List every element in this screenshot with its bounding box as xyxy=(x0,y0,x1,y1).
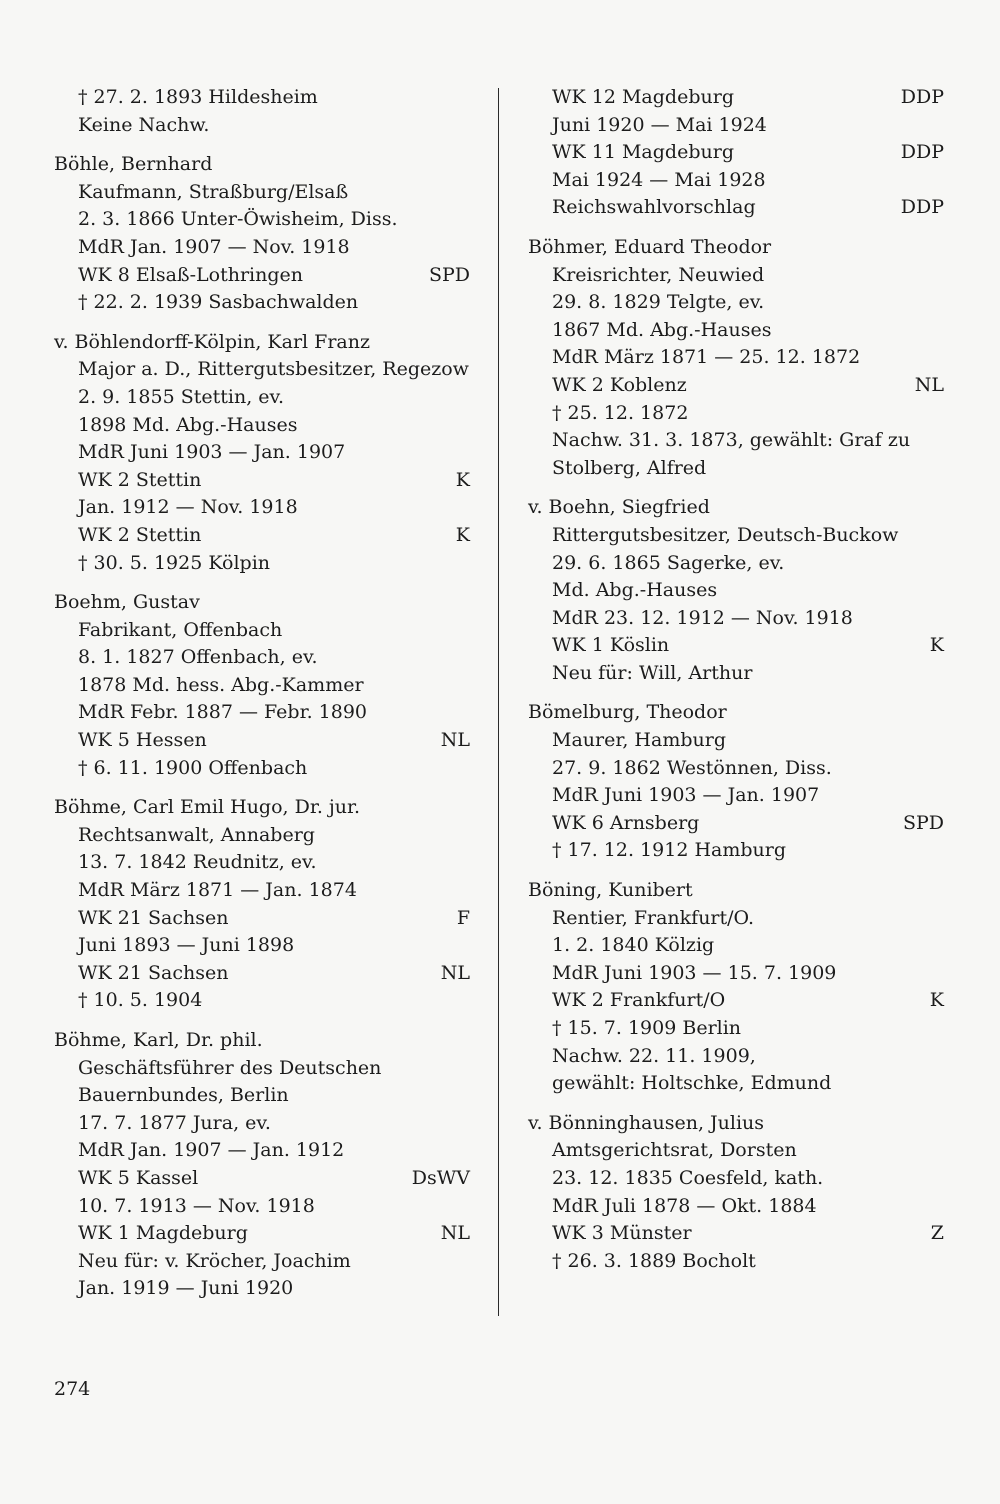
entry-line xyxy=(528,522,944,550)
line-text: Juni 1893 — Juni 1898 xyxy=(78,934,295,957)
line-text: WK 11 Magdeburg xyxy=(552,141,734,164)
entry-line xyxy=(54,467,470,495)
line-text: Kreisrichter, Neuwied xyxy=(552,263,765,286)
entry-line xyxy=(528,727,944,755)
entry-line xyxy=(528,262,944,290)
line-text: Jan. 1912 — Nov. 1918 xyxy=(78,496,298,519)
entry-line xyxy=(528,605,944,633)
entry-line xyxy=(528,755,944,783)
party-label: NL xyxy=(914,373,944,396)
biography-entry xyxy=(528,699,944,865)
entry-line xyxy=(54,699,470,727)
entry-line xyxy=(54,384,470,412)
entry-line xyxy=(54,849,470,877)
party-label: DDP xyxy=(900,196,944,219)
line-text: Böhmer, Eduard Theodor xyxy=(528,235,772,258)
entry-line xyxy=(54,234,470,262)
entry-line xyxy=(54,262,470,290)
line-text: Böhme, Carl Emil Hugo, Dr. jur. xyxy=(54,796,361,819)
line-text: Rittergutsbesitzer, Deutsch-Buckow xyxy=(552,523,899,546)
line-text: Boehm, Gustav xyxy=(54,591,200,614)
entry-name xyxy=(54,794,470,822)
entry-line xyxy=(528,400,944,428)
entry-line xyxy=(528,112,944,140)
entry-line xyxy=(528,139,944,167)
entry-line xyxy=(528,932,944,960)
party-label: NL xyxy=(440,1222,470,1245)
line-text: MdR 23. 12. 1912 — Nov. 1918 xyxy=(552,606,853,629)
line-text: Maurer, Hamburg xyxy=(552,729,726,752)
line-text: † 17. 12. 1912 Hamburg xyxy=(552,839,787,862)
biography-entry xyxy=(54,1027,470,1303)
entry-line xyxy=(54,672,470,700)
party-label: DDP xyxy=(900,86,944,108)
line-text: Böning, Kunibert xyxy=(528,879,693,902)
party-label: K xyxy=(455,523,470,546)
entry-line xyxy=(528,987,944,1015)
entry-line xyxy=(54,987,470,1015)
entry-name xyxy=(528,234,944,262)
line-text: † 25. 12. 1872 xyxy=(552,401,689,424)
entry-line xyxy=(528,1248,944,1276)
entry-line xyxy=(54,727,470,755)
entry-name xyxy=(528,699,944,727)
line-text: Rentier, Frankfurt/O. xyxy=(552,906,755,929)
line-text: WK 21 Sachsen xyxy=(78,961,229,984)
biography-entry xyxy=(528,877,944,1098)
entry-name xyxy=(528,877,944,905)
entry-line xyxy=(54,905,470,933)
line-text: Fabrikant, Offenbach xyxy=(78,618,283,641)
line-text: WK 1 Magdeburg xyxy=(78,1222,248,1245)
entry-line xyxy=(54,960,470,988)
entry-line xyxy=(528,550,944,578)
line-text: MdR Febr. 1887 — Febr. 1890 xyxy=(78,701,367,724)
line-text: WK 5 Kassel xyxy=(78,1166,199,1189)
party-label: F xyxy=(456,906,470,929)
line-text: Amtsgerichtsrat, Dorsten xyxy=(552,1139,797,1162)
entry-name xyxy=(528,1110,944,1138)
line-text: MdR Jan. 1907 — Nov. 1918 xyxy=(78,235,350,258)
line-text: 29. 6. 1865 Sagerke, ev. xyxy=(552,551,785,574)
line-text: MdR März 1871 — 25. 12. 1872 xyxy=(552,346,861,369)
line-text: Neu für: v. Kröcher, Joachim xyxy=(78,1249,351,1272)
party-label: NL xyxy=(440,961,470,984)
line-text: Reichswahlvorschlag xyxy=(552,196,756,219)
entry-line xyxy=(528,1165,944,1193)
entry-line xyxy=(528,372,944,400)
entry-line xyxy=(528,1193,944,1221)
party-label: NL xyxy=(440,729,470,752)
line-text: v. Boehn, Siegfried xyxy=(528,496,710,519)
entry-line xyxy=(528,660,944,688)
biography-entry xyxy=(528,494,944,687)
entry-line xyxy=(54,1275,470,1303)
line-text: † 15. 7. 1909 Berlin xyxy=(552,1017,742,1039)
entry-line xyxy=(54,439,470,467)
line-text: Keine Nachw. xyxy=(78,113,210,136)
party-label: DsWV xyxy=(411,1166,470,1189)
entry-line xyxy=(54,494,470,522)
line-text: WK 8 Elsaß-Lothringen xyxy=(78,263,303,286)
entry-line xyxy=(528,632,944,660)
party-label: K xyxy=(929,989,944,1012)
entry-line xyxy=(528,344,944,372)
entry-line xyxy=(54,84,470,112)
line-text: WK 2 Stettin xyxy=(78,523,202,546)
line-text: 23. 12. 1835 Coesfeld, kath. xyxy=(552,1166,824,1189)
right-column xyxy=(528,84,944,1287)
biography-entry xyxy=(54,329,470,577)
entry-line xyxy=(54,1082,470,1110)
line-text: 17. 7. 1877 Jura, ev. xyxy=(78,1111,271,1134)
page-number: 274 xyxy=(54,1378,91,1400)
entry-line xyxy=(54,822,470,850)
line-text: 2. 9. 1855 Stettin, ev. xyxy=(78,385,285,408)
entry-line xyxy=(54,412,470,440)
line-text: gewählt: Holtschke, Edmund xyxy=(552,1072,832,1095)
line-text: Geschäftsführer des Deutschen xyxy=(78,1056,382,1079)
line-text: WK 2 Stettin xyxy=(78,468,202,491)
entry-line xyxy=(528,960,944,988)
line-text: 10. 7. 1913 — Nov. 1918 xyxy=(78,1194,315,1217)
entry-line xyxy=(54,877,470,905)
entry-line xyxy=(528,427,944,455)
left-column xyxy=(54,84,470,1315)
entry-line xyxy=(528,455,944,483)
line-text: Juni 1920 — Mai 1924 xyxy=(552,113,767,136)
entry-line xyxy=(528,84,944,112)
line-text: Rechtsanwalt, Annaberg xyxy=(78,823,315,846)
line-text: Major a. D., Rittergutsbesitzer, Regezow xyxy=(78,358,469,381)
entry-line xyxy=(528,1137,944,1165)
line-text: Nachw. 31. 3. 1873, gewählt: Graf zu xyxy=(552,429,911,452)
line-text: MdR Juni 1903 — Jan. 1907 xyxy=(552,784,820,807)
line-text: 2. 3. 1866 Unter-Öwisheim, Diss. xyxy=(78,208,398,231)
entry-line xyxy=(528,167,944,195)
entry-line xyxy=(54,1110,470,1138)
biography-entry xyxy=(528,84,944,222)
line-text: Kaufmann, Straßburg/Elsaß xyxy=(78,180,349,203)
party-label: DDP xyxy=(900,141,944,164)
entry-line xyxy=(528,317,944,345)
line-text: Böhme, Karl, Dr. phil. xyxy=(54,1029,263,1051)
line-text: MdR Juni 1903 — 15. 7. 1909 xyxy=(552,961,837,984)
line-text: 1. 2. 1840 Kölzig xyxy=(552,934,715,957)
line-text: 8. 1. 1827 Offenbach, ev. xyxy=(78,646,318,669)
line-text: 27. 9. 1862 Westönnen, Diss. xyxy=(552,756,832,779)
biography-entry xyxy=(528,1110,944,1276)
entry-line xyxy=(54,522,470,550)
entry-line xyxy=(54,755,470,783)
line-text: 1867 Md. Abg.-Hauses xyxy=(552,318,772,341)
line-text: MdR Juli 1878 — Okt. 1884 xyxy=(552,1194,817,1217)
line-text: Neu für: Will, Arthur xyxy=(552,661,753,684)
line-text: † 6. 11. 1900 Offenbach xyxy=(78,756,308,779)
party-label: K xyxy=(929,634,944,657)
entry-name xyxy=(54,329,470,357)
line-text: Mai 1924 — Mai 1928 xyxy=(552,168,766,191)
line-text: Bömelburg, Theodor xyxy=(528,701,727,724)
line-text: WK 21 Sachsen xyxy=(78,906,229,929)
entry-line xyxy=(528,782,944,810)
entry-name xyxy=(54,589,470,617)
entry-line xyxy=(54,1193,470,1221)
line-text: WK 12 Magdeburg xyxy=(552,86,734,108)
line-text: v. Böhlendorff-Kölpin, Karl Franz xyxy=(54,330,370,353)
entry-line xyxy=(528,1070,944,1098)
party-label: SPD xyxy=(428,263,470,286)
line-text: † 22. 2. 1939 Sasbachwalden xyxy=(78,291,359,314)
line-text: 13. 7. 1842 Reudnitz, ev. xyxy=(78,851,317,874)
entry-line xyxy=(54,550,470,578)
entry-line xyxy=(528,194,944,222)
party-label: SPD xyxy=(902,811,944,834)
line-text: MdR Jan. 1907 — Jan. 1912 xyxy=(78,1139,345,1162)
line-text: Jan. 1919 — Juni 1920 xyxy=(78,1277,294,1300)
line-text: WK 1 Köslin xyxy=(552,634,670,657)
line-text: 1898 Md. Abg.-Hauses xyxy=(78,413,298,436)
entry-line xyxy=(54,1055,470,1083)
party-label: Z xyxy=(930,1222,944,1245)
column-divider xyxy=(498,88,499,1316)
biography-entry xyxy=(54,151,470,317)
party-label: K xyxy=(455,468,470,491)
biography-entry xyxy=(54,589,470,782)
entry-line xyxy=(54,1220,470,1248)
entry-line xyxy=(528,1043,944,1071)
biography-entry xyxy=(54,84,470,139)
entry-line xyxy=(528,810,944,838)
line-text: 29. 8. 1829 Telgte, ev. xyxy=(552,291,765,314)
entry-line xyxy=(54,617,470,645)
line-text: † 30. 5. 1925 Kölpin xyxy=(78,551,271,574)
line-text: WK 2 Frankfurt/O xyxy=(552,989,726,1012)
line-text: † 27. 2. 1893 Hildesheim xyxy=(78,86,318,108)
line-text: Böhle, Bernhard xyxy=(54,153,213,176)
line-text: WK 6 Arnsberg xyxy=(552,811,700,834)
entry-name xyxy=(528,494,944,522)
entry-line xyxy=(54,1137,470,1165)
line-text: † 10. 5. 1904 xyxy=(78,989,203,1012)
entry-name xyxy=(54,1027,470,1055)
line-text: WK 3 Münster xyxy=(552,1222,692,1245)
entry-line xyxy=(528,905,944,933)
entry-line xyxy=(528,1015,944,1043)
line-text: Stolberg, Alfred xyxy=(552,456,707,479)
entry-name xyxy=(54,151,470,179)
entry-line xyxy=(54,179,470,207)
line-text: † 26. 3. 1889 Bocholt xyxy=(552,1249,756,1272)
entry-line xyxy=(54,1248,470,1276)
entry-line xyxy=(528,837,944,865)
line-text: WK 2 Koblenz xyxy=(552,373,687,396)
line-text: Bauernbundes, Berlin xyxy=(78,1084,289,1107)
line-text: Nachw. 22. 11. 1909, xyxy=(552,1044,756,1067)
line-text: MdR März 1871 — Jan. 1874 xyxy=(78,879,357,902)
entry-line xyxy=(54,112,470,140)
line-text: v. Bönninghausen, Julius xyxy=(528,1111,765,1134)
biography-entry xyxy=(54,794,470,1015)
entry-line xyxy=(54,932,470,960)
entry-line xyxy=(528,289,944,317)
entry-line xyxy=(54,356,470,384)
line-text: Md. Abg.-Hauses xyxy=(552,579,718,602)
entry-line xyxy=(528,1220,944,1248)
entry-line xyxy=(54,289,470,317)
line-text: MdR Juni 1903 — Jan. 1907 xyxy=(78,441,346,464)
entry-line xyxy=(54,206,470,234)
entry-line xyxy=(528,577,944,605)
line-text: 1878 Md. hess. Abg.-Kammer xyxy=(78,673,364,696)
entry-line xyxy=(54,1165,470,1193)
line-text: WK 5 Hessen xyxy=(78,729,207,752)
biography-entry xyxy=(528,234,944,482)
entry-line xyxy=(54,644,470,672)
